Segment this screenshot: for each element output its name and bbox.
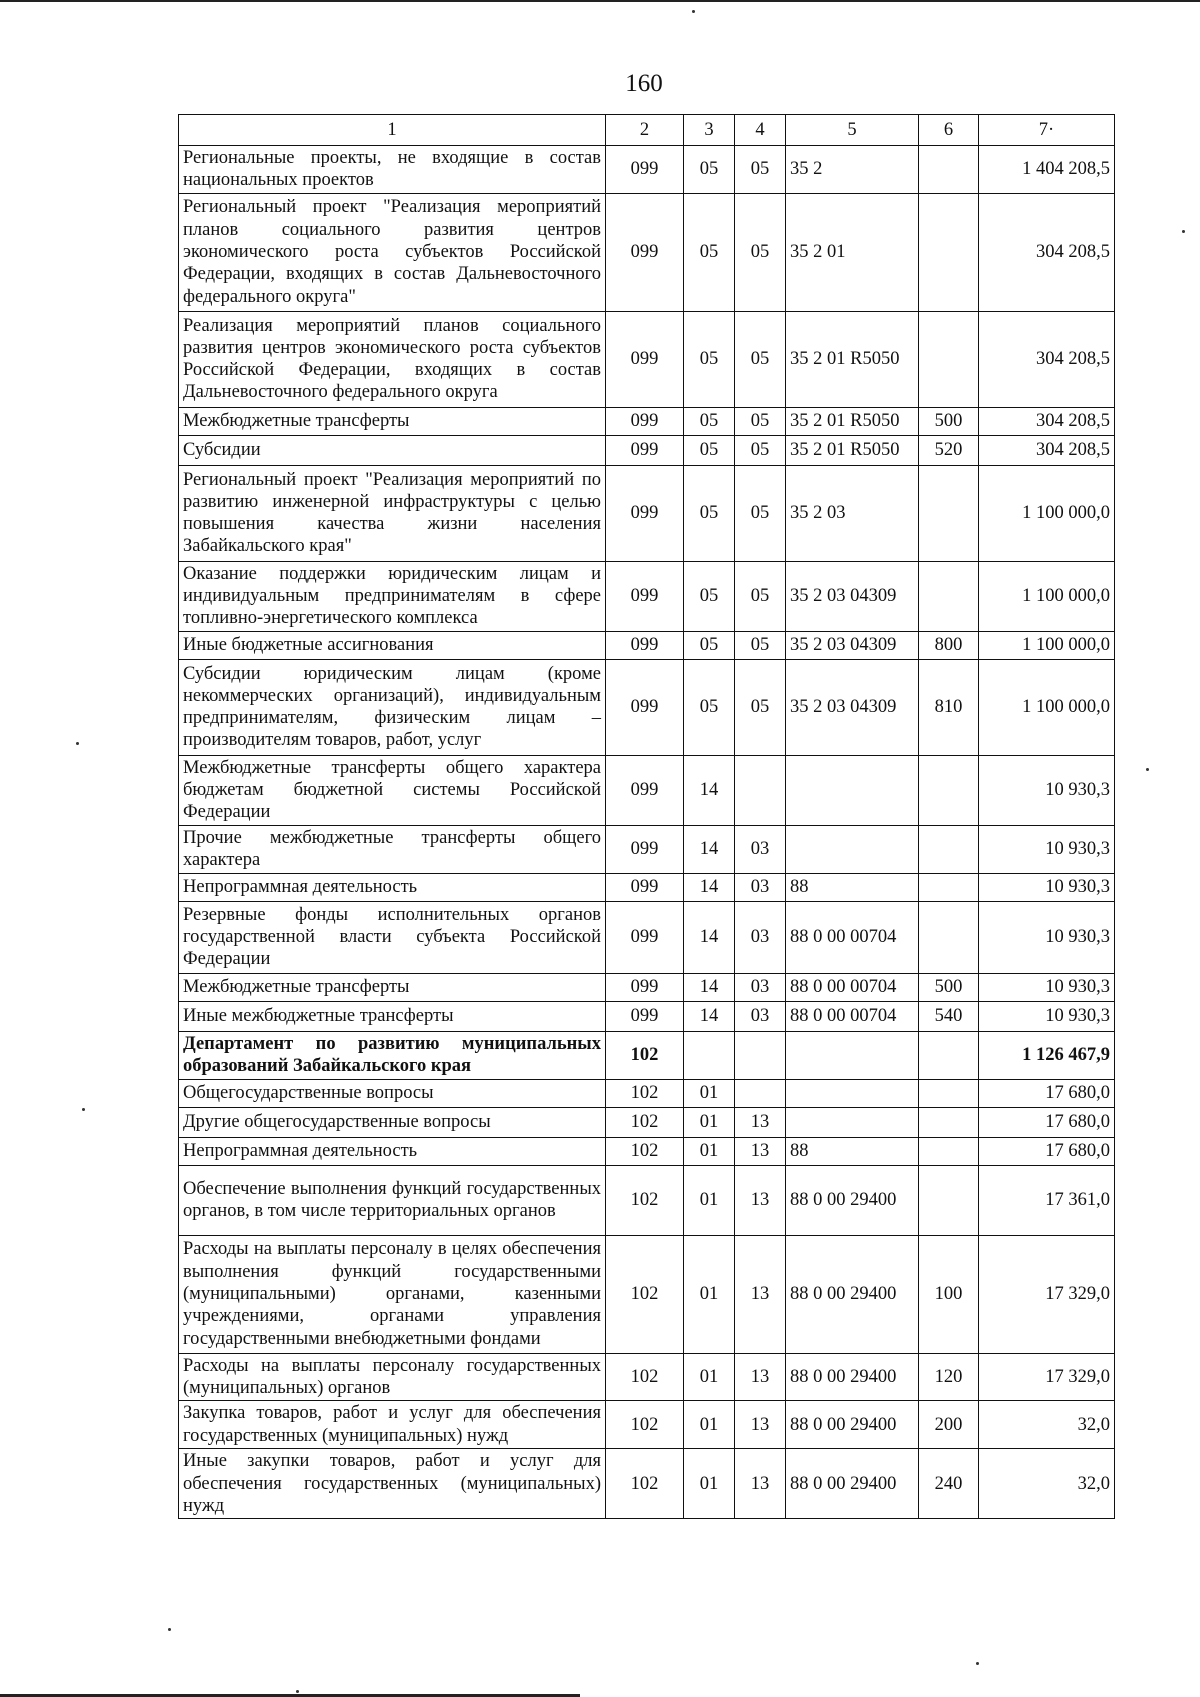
- row-target-article: 35 2 03 04309: [786, 659, 919, 755]
- scan-speck: [1182, 230, 1185, 233]
- table-row: [179, 631, 1115, 659]
- row-name: Департамент по развитию муниципальных образований Забайкальского края: [179, 1031, 606, 1079]
- row-amount: 17 680,0: [979, 1137, 1115, 1165]
- row-target-article: 35 2: [786, 146, 919, 194]
- scan-speck: [168, 1628, 171, 1631]
- table-row: [179, 1079, 1115, 1107]
- row-target-article: 88 0 00 29400: [786, 1165, 919, 1235]
- scan-speck: [692, 10, 695, 13]
- row-target-article: 35 2 01 R5050: [786, 435, 919, 465]
- row-amount: 32,0: [979, 1401, 1115, 1449]
- row-name: Непрограммная деятельность: [179, 1137, 606, 1165]
- row-name: Резервные фонды исполнительных органов государственной власти субъекта Российской Федерации: [179, 901, 606, 973]
- row-section: 05: [684, 631, 735, 659]
- budget-table: [178, 114, 1115, 1519]
- table-row: [179, 1401, 1115, 1449]
- row-subsection: 03: [735, 825, 786, 873]
- row-chapter: 099: [606, 1001, 684, 1031]
- row-expense-type: [919, 1079, 979, 1107]
- table-row: [179, 901, 1115, 973]
- row-amount: 1 100 000,0: [979, 561, 1115, 631]
- row-target-article: 88 0 00 00704: [786, 1001, 919, 1031]
- row-target-article: 35 2 01: [786, 193, 919, 311]
- row-subsection: 05: [735, 659, 786, 755]
- row-name: Межбюджетные трансферты: [179, 973, 606, 1001]
- row-subsection: 13: [735, 1107, 786, 1137]
- row-name: Региональные проекты, не входящие в состав национальных проектов: [179, 146, 606, 194]
- table-row: [179, 973, 1115, 1001]
- row-expense-type: 540: [919, 1001, 979, 1031]
- row-target-article: 35 2 01 R5050: [786, 407, 919, 435]
- row-name: Субсидии: [179, 435, 606, 465]
- row-section: 14: [684, 901, 735, 973]
- row-target-article: 88: [786, 873, 919, 901]
- row-amount: 304 208,5: [979, 193, 1115, 311]
- row-section: 14: [684, 755, 735, 825]
- row-subsection: 05: [735, 561, 786, 631]
- row-name: Обеспечение выполнения функций государственных органов, в том числе территориальных органов: [179, 1165, 606, 1235]
- row-chapter: 099: [606, 825, 684, 873]
- table-row: [179, 1165, 1115, 1235]
- row-expense-type: 120: [919, 1353, 979, 1401]
- table-row: [179, 435, 1115, 465]
- table-header-row: [179, 115, 1115, 146]
- row-subsection: 13: [735, 1165, 786, 1235]
- row-chapter: 099: [606, 193, 684, 311]
- row-subsection: 13: [735, 1353, 786, 1401]
- row-target-article: [786, 1031, 919, 1079]
- row-name: Расходы на выплаты персоналу государственных (муниципальных) органов: [179, 1353, 606, 1401]
- row-section: 01: [684, 1165, 735, 1235]
- row-name: Оказание поддержки юридическим лицам и индивидуальным предпринимателям в сфере топливно-энергетического комплекса: [179, 561, 606, 631]
- row-expense-type: [919, 1031, 979, 1079]
- row-amount: 1 404 208,5: [979, 146, 1115, 194]
- row-amount: 10 930,3: [979, 1001, 1115, 1031]
- row-subsection: 03: [735, 901, 786, 973]
- row-name: Прочие межбюджетные трансферты общего характера: [179, 825, 606, 873]
- row-target-article: 88 0 00 29400: [786, 1235, 919, 1353]
- row-section: 05: [684, 311, 735, 407]
- row-subsection: 05: [735, 193, 786, 311]
- row-expense-type: [919, 146, 979, 194]
- row-name: Общегосударственные вопросы: [179, 1079, 606, 1107]
- row-expense-type: 800: [919, 631, 979, 659]
- table-row: [179, 465, 1115, 561]
- row-amount: 32,0: [979, 1449, 1115, 1519]
- row-amount: 17 680,0: [979, 1107, 1115, 1137]
- row-name: Иные межбюджетные трансферты: [179, 1001, 606, 1031]
- table-row: [179, 1107, 1115, 1137]
- row-target-article: 88 0 00 00704: [786, 973, 919, 1001]
- row-section: 01: [684, 1235, 735, 1353]
- row-section: 05: [684, 561, 735, 631]
- row-section: 01: [684, 1449, 735, 1519]
- row-target-article: 35 2 03 04309: [786, 561, 919, 631]
- row-section: 05: [684, 407, 735, 435]
- row-expense-type: [919, 1165, 979, 1235]
- row-target-article: [786, 755, 919, 825]
- row-expense-type: [919, 561, 979, 631]
- row-amount: 10 930,3: [979, 825, 1115, 873]
- row-subsection: 05: [735, 146, 786, 194]
- row-chapter: 099: [606, 146, 684, 194]
- row-section: 01: [684, 1107, 735, 1137]
- column-header: 6: [919, 115, 979, 146]
- row-name: Иные закупки товаров, работ и услуг для обеспечения государственных (муниципальных) нужд: [179, 1449, 606, 1519]
- row-chapter: 099: [606, 311, 684, 407]
- row-chapter: 099: [606, 973, 684, 1001]
- row-subsection: 13: [735, 1235, 786, 1353]
- row-section: 14: [684, 973, 735, 1001]
- table-row: [179, 825, 1115, 873]
- row-subsection: [735, 1031, 786, 1079]
- row-section: 05: [684, 193, 735, 311]
- row-amount: 1 100 000,0: [979, 631, 1115, 659]
- row-section: 14: [684, 825, 735, 873]
- row-subsection: 03: [735, 873, 786, 901]
- table-row: [179, 311, 1115, 407]
- scan-speck: [76, 742, 79, 745]
- column-header: 4: [735, 115, 786, 146]
- scan-speck: [82, 1108, 85, 1111]
- row-section: 14: [684, 873, 735, 901]
- row-chapter: 099: [606, 873, 684, 901]
- row-subsection: 13: [735, 1449, 786, 1519]
- row-expense-type: 240: [919, 1449, 979, 1519]
- row-section: 05: [684, 435, 735, 465]
- row-chapter: 102: [606, 1137, 684, 1165]
- row-amount: 10 930,3: [979, 873, 1115, 901]
- row-expense-type: 520: [919, 435, 979, 465]
- row-amount: 10 930,3: [979, 973, 1115, 1001]
- row-subsection: 05: [735, 311, 786, 407]
- table-row: [179, 407, 1115, 435]
- row-chapter: 099: [606, 407, 684, 435]
- table-row: [179, 1235, 1115, 1353]
- row-expense-type: [919, 193, 979, 311]
- row-expense-type: [919, 755, 979, 825]
- row-chapter: 102: [606, 1353, 684, 1401]
- row-expense-type: 500: [919, 407, 979, 435]
- row-subsection: 05: [735, 631, 786, 659]
- row-expense-type: 200: [919, 1401, 979, 1449]
- row-target-article: 88: [786, 1137, 919, 1165]
- row-amount: 17 329,0: [979, 1235, 1115, 1353]
- column-header: 3: [684, 115, 735, 146]
- row-expense-type: [919, 465, 979, 561]
- table-row: [179, 561, 1115, 631]
- row-expense-type: 810: [919, 659, 979, 755]
- row-name: Закупка товаров, работ и услуг для обеспечения государственных (муниципальных) нужд: [179, 1401, 606, 1449]
- row-name: Региональный проект "Реализация мероприятий планов социального развития центров экономического роста субъектов Российской Федерации, входящих в состав Дальневосточного федерального округа": [179, 193, 606, 311]
- row-expense-type: 500: [919, 973, 979, 1001]
- table-row: [179, 659, 1115, 755]
- row-target-article: 88 0 00 29400: [786, 1401, 919, 1449]
- row-target-article: 35 2 03 04309: [786, 631, 919, 659]
- row-subsection: 05: [735, 435, 786, 465]
- scan-speck: [1146, 768, 1149, 771]
- row-chapter: 102: [606, 1449, 684, 1519]
- row-amount: 17 361,0: [979, 1165, 1115, 1235]
- row-amount: 1 100 000,0: [979, 465, 1115, 561]
- table-row: [179, 193, 1115, 311]
- table-row: [179, 1353, 1115, 1401]
- row-amount: 17 329,0: [979, 1353, 1115, 1401]
- row-amount: 1 100 000,0: [979, 659, 1115, 755]
- row-expense-type: [919, 1137, 979, 1165]
- row-section: 01: [684, 1353, 735, 1401]
- column-header: 1: [179, 115, 606, 146]
- row-subsection: 03: [735, 1001, 786, 1031]
- table-row: [179, 1001, 1115, 1031]
- row-target-article: 35 2 03: [786, 465, 919, 561]
- table-row: [179, 1137, 1115, 1165]
- row-expense-type: [919, 311, 979, 407]
- row-subsection: 03: [735, 973, 786, 1001]
- row-name: Расходы на выплаты персоналу в целях обеспечения выполнения функций государственными (муниципальными) органами, казенными учреждениями, органами управления государственными внебюджетными фондами: [179, 1235, 606, 1353]
- row-chapter: 099: [606, 755, 684, 825]
- table-row: [179, 755, 1115, 825]
- row-target-article: 35 2 01 R5050: [786, 311, 919, 407]
- row-subsection: [735, 1079, 786, 1107]
- row-name: Иные бюджетные ассигнования: [179, 631, 606, 659]
- scan-border-top: [0, 0, 1200, 2]
- row-amount: 1 126 467,9: [979, 1031, 1115, 1079]
- page-number: 160: [625, 70, 663, 97]
- row-subsection: 13: [735, 1137, 786, 1165]
- table-row: [179, 873, 1115, 901]
- row-amount: 304 208,5: [979, 311, 1115, 407]
- row-expense-type: [919, 873, 979, 901]
- row-section: [684, 1031, 735, 1079]
- row-section: 05: [684, 465, 735, 561]
- row-subsection: [735, 755, 786, 825]
- row-section: 14: [684, 1001, 735, 1031]
- row-chapter: 099: [606, 631, 684, 659]
- row-chapter: 099: [606, 561, 684, 631]
- row-subsection: 13: [735, 1401, 786, 1449]
- row-name: Межбюджетные трансферты: [179, 407, 606, 435]
- row-name: Непрограммная деятельность: [179, 873, 606, 901]
- row-chapter: 102: [606, 1079, 684, 1107]
- column-header: 2: [606, 115, 684, 146]
- table-row: [179, 1449, 1115, 1519]
- row-subsection: 05: [735, 407, 786, 435]
- row-target-article: [786, 1107, 919, 1137]
- row-section: 05: [684, 659, 735, 755]
- table-row: [179, 146, 1115, 194]
- row-amount: 304 208,5: [979, 407, 1115, 435]
- row-amount: 17 680,0: [979, 1079, 1115, 1107]
- row-name: Межбюджетные трансферты общего характера бюджетам бюджетной системы Российской Федерации: [179, 755, 606, 825]
- row-chapter: 102: [606, 1107, 684, 1137]
- row-subsection: 05: [735, 465, 786, 561]
- row-target-article: [786, 825, 919, 873]
- row-amount: 10 930,3: [979, 755, 1115, 825]
- row-section: 01: [684, 1137, 735, 1165]
- row-chapter: 099: [606, 435, 684, 465]
- row-chapter: 102: [606, 1165, 684, 1235]
- row-target-article: 88 0 00 29400: [786, 1353, 919, 1401]
- row-target-article: [786, 1079, 919, 1107]
- row-chapter: 099: [606, 465, 684, 561]
- row-section: 05: [684, 146, 735, 194]
- row-expense-type: [919, 901, 979, 973]
- row-section: 01: [684, 1401, 735, 1449]
- row-chapter: 099: [606, 901, 684, 973]
- row-name: Другие общегосударственные вопросы: [179, 1107, 606, 1137]
- row-expense-type: [919, 1107, 979, 1137]
- row-amount: 304 208,5: [979, 435, 1115, 465]
- row-name: Реализация мероприятий планов социального развития центров экономического роста субъектов Российской Федерации, входящих в состав Дальневосточного федерального округа: [179, 311, 606, 407]
- row-name: Субсидии юридическим лицам (кроме некоммерческих организаций), индивидуальным предпринимателям, физическим лицам – производителям товаров, работ, услуг: [179, 659, 606, 755]
- row-chapter: 099: [606, 659, 684, 755]
- column-header: 5: [786, 115, 919, 146]
- row-expense-type: [919, 825, 979, 873]
- row-chapter: 102: [606, 1031, 684, 1079]
- scan-speck: [976, 1662, 979, 1665]
- row-section: 01: [684, 1079, 735, 1107]
- row-expense-type: 100: [919, 1235, 979, 1353]
- column-header: 7·: [979, 115, 1115, 146]
- row-chapter: 102: [606, 1235, 684, 1353]
- row-chapter: 102: [606, 1401, 684, 1449]
- row-target-article: 88 0 00 00704: [786, 901, 919, 973]
- table-row: [179, 1031, 1115, 1079]
- row-name: Региональный проект "Реализация мероприятий по развитию инженерной инфраструктуры с целью повышения качества жизни населения Забайкальского края": [179, 465, 606, 561]
- row-target-article: 88 0 00 29400: [786, 1449, 919, 1519]
- row-amount: 10 930,3: [979, 901, 1115, 973]
- scan-speck: [296, 1690, 299, 1693]
